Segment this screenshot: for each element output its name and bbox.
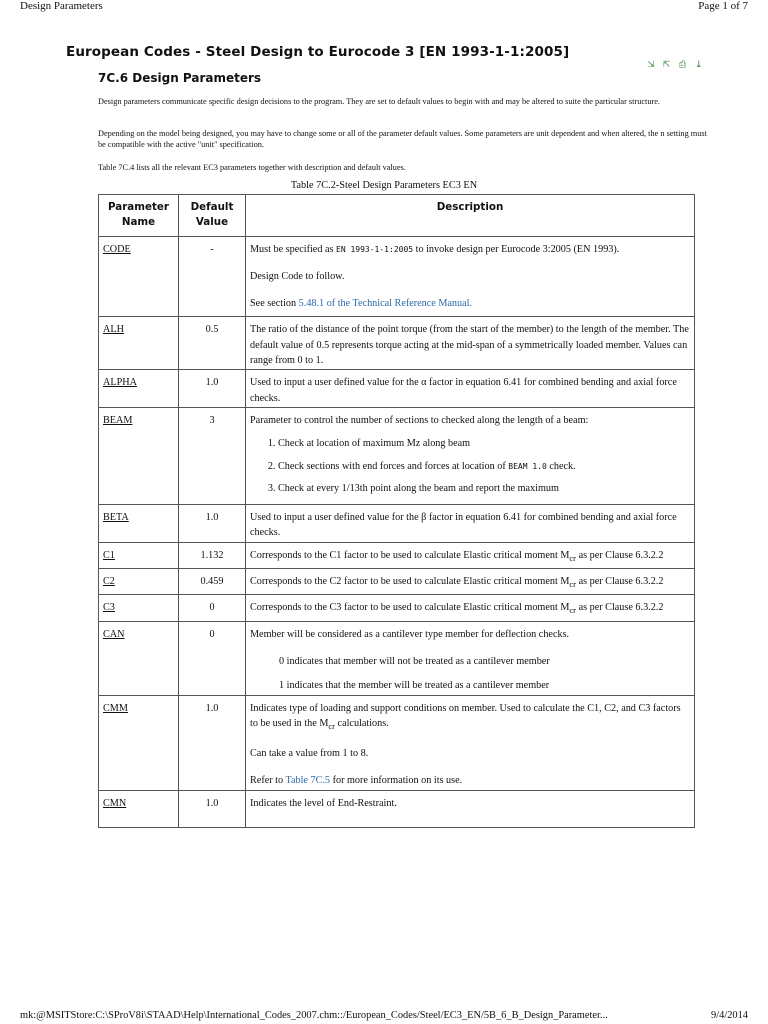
subscript: cr bbox=[569, 552, 577, 563]
table-row bbox=[99, 317, 695, 370]
list-item bbox=[278, 459, 690, 474]
desc-text: Can take a value from 1 to 8. bbox=[250, 748, 369, 760]
default-value: 3 bbox=[179, 407, 246, 504]
list-item: 3. Check at every 1/13th point along the beam and report the maximum bbox=[278, 481, 690, 496]
table-row bbox=[99, 621, 695, 695]
desc-text: as per Clause 6.3.2.2 bbox=[576, 576, 664, 588]
page-header bbox=[20, 0, 748, 14]
param-c3[interactable]: C3 bbox=[99, 595, 179, 621]
table-link[interactable]: Table 7C.5 bbox=[285, 775, 331, 787]
code-literal: BEAM 1.0 bbox=[508, 461, 547, 471]
default-value: 0 bbox=[179, 621, 246, 695]
param-alpha[interactable]: ALPHA bbox=[99, 370, 179, 408]
parameters-table bbox=[98, 194, 695, 828]
description bbox=[246, 236, 695, 317]
param-beta[interactable]: BETA bbox=[99, 505, 179, 543]
desc-text: See section bbox=[250, 298, 299, 310]
desc-text: Indicates type of loading and support conditions on member. Used to calculate the C1, C2, and C3 factors to be used in the M bbox=[250, 702, 681, 729]
param-cmn[interactable]: CMN bbox=[99, 790, 179, 827]
table-row bbox=[99, 595, 695, 621]
default-value: 1.0 bbox=[179, 370, 246, 408]
default-value: 1.0 bbox=[179, 505, 246, 543]
desc-text: for more information on its use. bbox=[330, 775, 463, 787]
desc-text: Must be specified as bbox=[250, 243, 337, 255]
param-code[interactable]: CODE bbox=[99, 236, 179, 317]
source-path: mk:@MSITStore:C:\SProV8i\STAAD\Help\International_Codes_2007.chm::/European_Codes/Steel/EC3_EN/5B_6_B_Design_Parameter... bbox=[20, 1010, 608, 1021]
description bbox=[246, 542, 695, 568]
table-reference: Table 7C.4 lists all the relevant EC3 parameters together with description and default values. bbox=[98, 163, 406, 172]
beam-options-list bbox=[250, 436, 690, 496]
table-row bbox=[99, 505, 695, 543]
desc-text: calculations. bbox=[335, 717, 389, 729]
table-header-row bbox=[99, 195, 695, 237]
description: Used to input a user defined value for the β factor in equation 6.41 for combined bending and axial force checks. bbox=[246, 505, 695, 543]
desc-text: check. bbox=[546, 460, 576, 472]
description: Indicates the level of End-Restraint. bbox=[246, 790, 695, 827]
subscript: cr bbox=[328, 720, 335, 731]
col-description: Description bbox=[246, 195, 695, 237]
code-literal: EN 1993-1-1:2005 bbox=[336, 244, 414, 254]
desc-text: Corresponds to the C1 factor to be used to calculate Elastic critical moment M bbox=[250, 549, 570, 561]
table-row bbox=[99, 236, 695, 317]
param-can[interactable]: CAN bbox=[99, 621, 179, 695]
list-item: 1. Check at location of maximum Mz along beam bbox=[278, 436, 690, 451]
document-title: European Codes - Steel Design to Eurocode 3 [EN 1993-1-1:2005] bbox=[66, 44, 570, 60]
manual-link[interactable]: 5.48.1 of the Technical Reference Manual. bbox=[298, 298, 473, 310]
table-caption: Table 7C.2-Steel Design Parameters EC3 EN bbox=[290, 180, 478, 191]
section-heading: 7C.6 Design Parameters bbox=[98, 71, 262, 85]
subscript: cr bbox=[569, 605, 577, 616]
description bbox=[246, 407, 695, 504]
default-value: 0.459 bbox=[179, 569, 246, 595]
description bbox=[246, 695, 695, 790]
col-parameter-name: Parameter Name bbox=[99, 195, 179, 237]
param-c2[interactable]: C2 bbox=[99, 569, 179, 595]
desc-text: Check sections with end forces and forces at location of bbox=[278, 460, 509, 472]
default-value: 1.132 bbox=[179, 542, 246, 568]
subscript: cr bbox=[569, 579, 577, 590]
page-footer bbox=[20, 1010, 748, 1021]
desc-text: Parameter to control the number of sections to checked along the length of a beam: bbox=[250, 414, 589, 426]
table-row bbox=[99, 407, 695, 504]
export-icon[interactable]: ⤓ bbox=[695, 59, 703, 69]
page-number: Page 1 of 7 bbox=[698, 0, 748, 12]
param-beam[interactable]: BEAM bbox=[99, 407, 179, 504]
print-date: 9/4/2014 bbox=[711, 1010, 748, 1021]
col-default-value: Default Value bbox=[179, 195, 246, 237]
description bbox=[246, 569, 695, 595]
description bbox=[246, 621, 695, 695]
description bbox=[246, 595, 695, 621]
default-value: 1.0 bbox=[179, 790, 246, 827]
table-row bbox=[99, 569, 695, 595]
default-value: 0 bbox=[179, 595, 246, 621]
default-value: - bbox=[179, 236, 246, 317]
desc-text: 1 indicates that the member will be treated as a cantilever member bbox=[279, 680, 550, 692]
param-cmm[interactable]: CMM bbox=[99, 695, 179, 790]
desc-text: as per Clause 6.3.2.2 bbox=[576, 602, 664, 614]
intro-paragraph: Design parameters communicate specific design decisions to the program. They are set to default values to begin with and may be altered to suite the particular structure. bbox=[98, 97, 661, 106]
desc-text: Corresponds to the C3 factor to be used to calculate Elastic critical moment M bbox=[250, 602, 570, 614]
table-row bbox=[99, 370, 695, 408]
parameter-paragraph: Depending on the model being designed, you may have to change some or all of the parameter default values. Some parameters are unit dependent and when altered, the n setting must be compatible with the active "unit" specification. bbox=[98, 129, 707, 149]
table-row bbox=[99, 695, 695, 790]
description: The ratio of the distance of the point torque (from the start of the member) to the length of the member. The default value of 0.5 represents torque acting at the mid-span of a symmetrically loaded member. Values can range from 0 to 1. bbox=[246, 317, 695, 370]
table-row bbox=[99, 790, 695, 827]
desc-text: as per Clause 6.3.2.2 bbox=[576, 549, 664, 561]
header-title: Design Parameters bbox=[20, 0, 103, 12]
default-value: 1.0 bbox=[179, 695, 246, 790]
toolbar-icons bbox=[647, 60, 704, 69]
default-value: 0.5 bbox=[179, 317, 246, 370]
param-c1[interactable]: C1 bbox=[99, 542, 179, 568]
param-alh[interactable]: ALH bbox=[99, 317, 179, 370]
print-icon[interactable]: ⎙ bbox=[679, 59, 687, 69]
description: Used to input a user defined value for the α factor in equation 6.41 for combined bending and axial force checks. bbox=[246, 370, 695, 408]
collapse-icon[interactable]: ⇱ bbox=[663, 59, 671, 69]
desc-text: to invoke design per Eurocode 3:2005 (EN 1993). bbox=[413, 243, 620, 255]
desc-text: Refer to bbox=[250, 775, 286, 787]
table-row bbox=[99, 542, 695, 568]
desc-text: 0 indicates that member will not be treated as a cantilever member bbox=[279, 655, 550, 667]
expand-icon[interactable]: ⇲ bbox=[647, 59, 655, 69]
desc-text: Member will be considered as a cantilever type member for deflection checks. bbox=[250, 628, 570, 640]
desc-text: Design Code to follow. bbox=[250, 270, 345, 282]
desc-text: Corresponds to the C2 factor to be used to calculate Elastic critical moment M bbox=[250, 576, 570, 588]
